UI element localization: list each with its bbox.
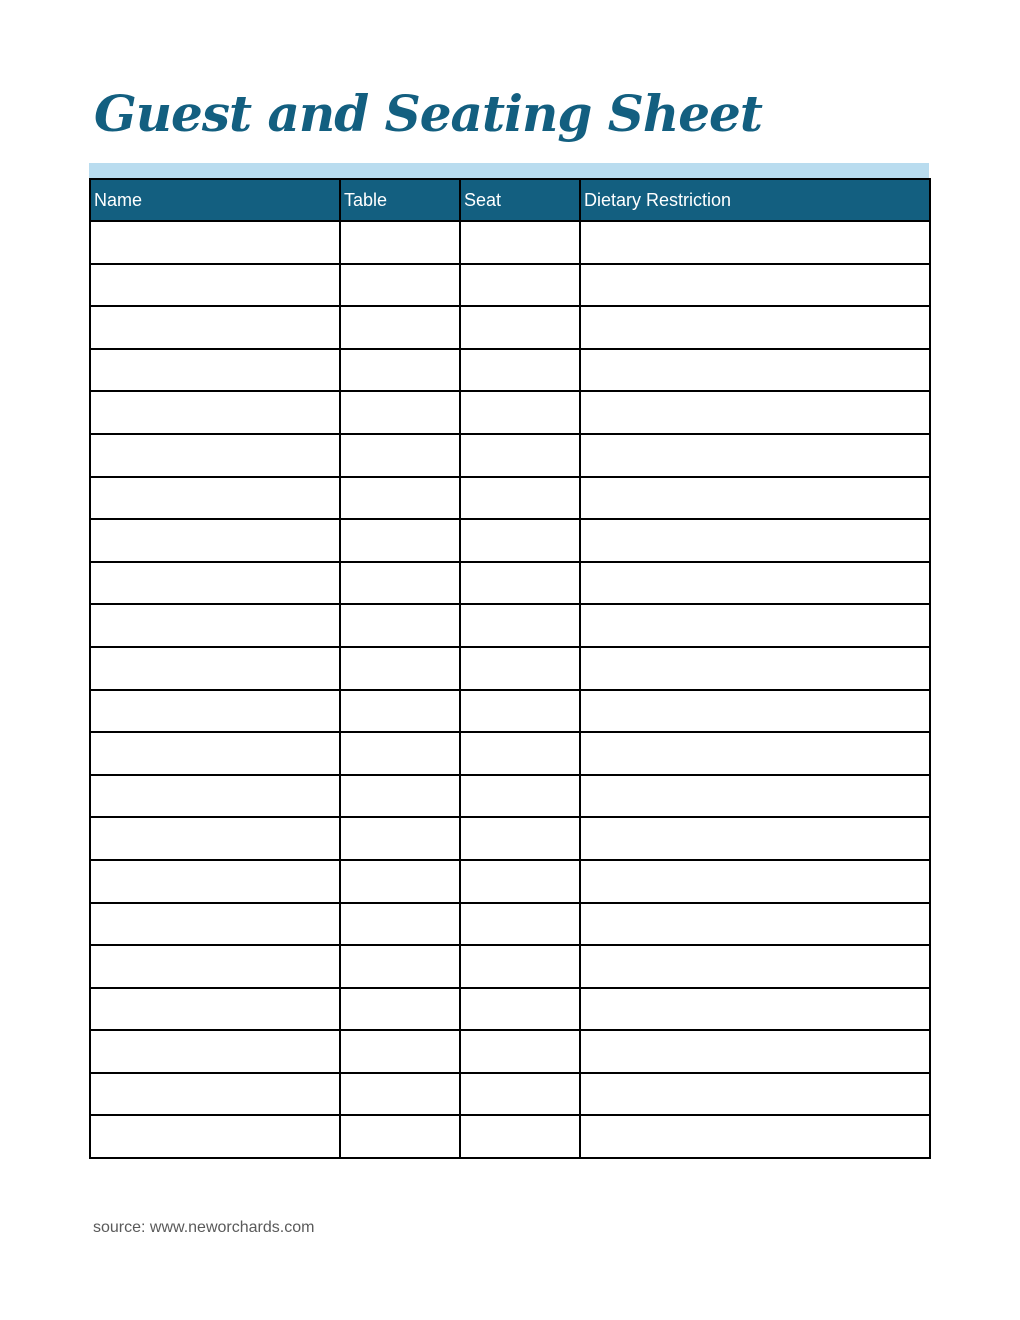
name-cell[interactable] <box>90 434 340 477</box>
name-cell[interactable] <box>90 988 340 1031</box>
name-cell[interactable] <box>90 690 340 733</box>
table-row <box>90 647 930 690</box>
table-cell[interactable] <box>340 264 460 307</box>
seat-cell[interactable] <box>460 1030 580 1073</box>
table-row <box>90 860 930 903</box>
column-header-table: Table <box>340 179 460 221</box>
name-cell[interactable] <box>90 732 340 775</box>
dietary-restriction-cell[interactable] <box>580 945 930 988</box>
dietary-restriction-cell[interactable] <box>580 434 930 477</box>
dietary-restriction-cell[interactable] <box>580 690 930 733</box>
table-row <box>90 604 930 647</box>
name-cell[interactable] <box>90 647 340 690</box>
dietary-restriction-cell[interactable] <box>580 988 930 1031</box>
dietary-restriction-cell[interactable] <box>580 860 930 903</box>
table-row <box>90 988 930 1031</box>
name-cell[interactable] <box>90 391 340 434</box>
seat-cell[interactable] <box>460 732 580 775</box>
seat-cell[interactable] <box>460 221 580 264</box>
table-cell[interactable] <box>340 1073 460 1116</box>
page-title: Guest and Seating Sheet <box>94 84 762 143</box>
table-cell[interactable] <box>340 221 460 264</box>
name-cell[interactable] <box>90 306 340 349</box>
seat-cell[interactable] <box>460 903 580 946</box>
table-cell[interactable] <box>340 477 460 520</box>
seat-cell[interactable] <box>460 391 580 434</box>
name-cell[interactable] <box>90 604 340 647</box>
table-cell[interactable] <box>340 604 460 647</box>
name-cell[interactable] <box>90 1030 340 1073</box>
seat-cell[interactable] <box>460 647 580 690</box>
seat-cell[interactable] <box>460 817 580 860</box>
seat-cell[interactable] <box>460 945 580 988</box>
table-row <box>90 775 930 818</box>
accent-bar <box>89 163 929 178</box>
table-row <box>90 519 930 562</box>
table-row <box>90 434 930 477</box>
table-cell[interactable] <box>340 690 460 733</box>
seat-cell[interactable] <box>460 1073 580 1116</box>
table-cell[interactable] <box>340 306 460 349</box>
name-cell[interactable] <box>90 221 340 264</box>
table-cell[interactable] <box>340 775 460 818</box>
dietary-restriction-cell[interactable] <box>580 1073 930 1116</box>
name-cell[interactable] <box>90 1115 340 1158</box>
table-row <box>90 690 930 733</box>
dietary-restriction-cell[interactable] <box>580 1030 930 1073</box>
table-row <box>90 1115 930 1158</box>
dietary-restriction-cell[interactable] <box>580 647 930 690</box>
seat-cell[interactable] <box>460 306 580 349</box>
table-row <box>90 732 930 775</box>
seat-cell[interactable] <box>460 860 580 903</box>
table-cell[interactable] <box>340 349 460 392</box>
table-cell[interactable] <box>340 988 460 1031</box>
table-row <box>90 221 930 264</box>
table-cell[interactable] <box>340 860 460 903</box>
name-cell[interactable] <box>90 817 340 860</box>
seat-cell[interactable] <box>460 690 580 733</box>
table-row <box>90 903 930 946</box>
table-cell[interactable] <box>340 945 460 988</box>
name-cell[interactable] <box>90 562 340 605</box>
seat-cell[interactable] <box>460 604 580 647</box>
seat-cell[interactable] <box>460 1115 580 1158</box>
table-cell[interactable] <box>340 1030 460 1073</box>
seat-cell[interactable] <box>460 562 580 605</box>
dietary-restriction-cell[interactable] <box>580 306 930 349</box>
table-row <box>90 1030 930 1073</box>
table-cell[interactable] <box>340 519 460 562</box>
table-header-row <box>90 179 930 221</box>
dietary-restriction-cell[interactable] <box>580 1115 930 1158</box>
table-cell[interactable] <box>340 647 460 690</box>
dietary-restriction-cell[interactable] <box>580 264 930 307</box>
table-row <box>90 264 930 307</box>
guest-seating-table <box>89 178 931 1159</box>
dietary-restriction-cell[interactable] <box>580 903 930 946</box>
name-cell[interactable] <box>90 860 340 903</box>
dietary-restriction-cell[interactable] <box>580 221 930 264</box>
seat-cell[interactable] <box>460 775 580 818</box>
dietary-restriction-cell[interactable] <box>580 391 930 434</box>
seat-cell[interactable] <box>460 519 580 562</box>
column-header-name: Name <box>90 179 340 221</box>
column-header-dietary-restriction: Dietary Restriction <box>580 179 930 221</box>
name-cell[interactable] <box>90 1073 340 1116</box>
name-cell[interactable] <box>90 349 340 392</box>
table-row <box>90 1073 930 1116</box>
name-cell[interactable] <box>90 775 340 818</box>
dietary-restriction-cell[interactable] <box>580 519 930 562</box>
table-row <box>90 562 930 605</box>
dietary-restriction-cell[interactable] <box>580 732 930 775</box>
table-row <box>90 391 930 434</box>
name-cell[interactable] <box>90 519 340 562</box>
seat-cell[interactable] <box>460 264 580 307</box>
dietary-restriction-cell[interactable] <box>580 477 930 520</box>
dietary-restriction-cell[interactable] <box>580 562 930 605</box>
table-cell[interactable] <box>340 817 460 860</box>
table-row <box>90 945 930 988</box>
table-cell[interactable] <box>340 391 460 434</box>
table-row <box>90 306 930 349</box>
dietary-restriction-cell[interactable] <box>580 604 930 647</box>
dietary-restriction-cell[interactable] <box>580 817 930 860</box>
seat-cell[interactable] <box>460 434 580 477</box>
dietary-restriction-cell[interactable] <box>580 775 930 818</box>
table-row <box>90 477 930 520</box>
table-cell[interactable] <box>340 732 460 775</box>
table-row <box>90 349 930 392</box>
table-cell[interactable] <box>340 562 460 605</box>
seat-cell[interactable] <box>460 477 580 520</box>
table-cell[interactable] <box>340 434 460 477</box>
table-cell[interactable] <box>340 1115 460 1158</box>
column-header-seat: Seat <box>460 179 580 221</box>
name-cell[interactable] <box>90 903 340 946</box>
name-cell[interactable] <box>90 945 340 988</box>
name-cell[interactable] <box>90 264 340 307</box>
seat-cell[interactable] <box>460 349 580 392</box>
table-row <box>90 817 930 860</box>
seat-cell[interactable] <box>460 988 580 1031</box>
table-cell[interactable] <box>340 903 460 946</box>
table-body <box>90 221 930 1158</box>
source-credit: source: www.neworchards.com <box>93 1219 315 1236</box>
dietary-restriction-cell[interactable] <box>580 349 930 392</box>
name-cell[interactable] <box>90 477 340 520</box>
